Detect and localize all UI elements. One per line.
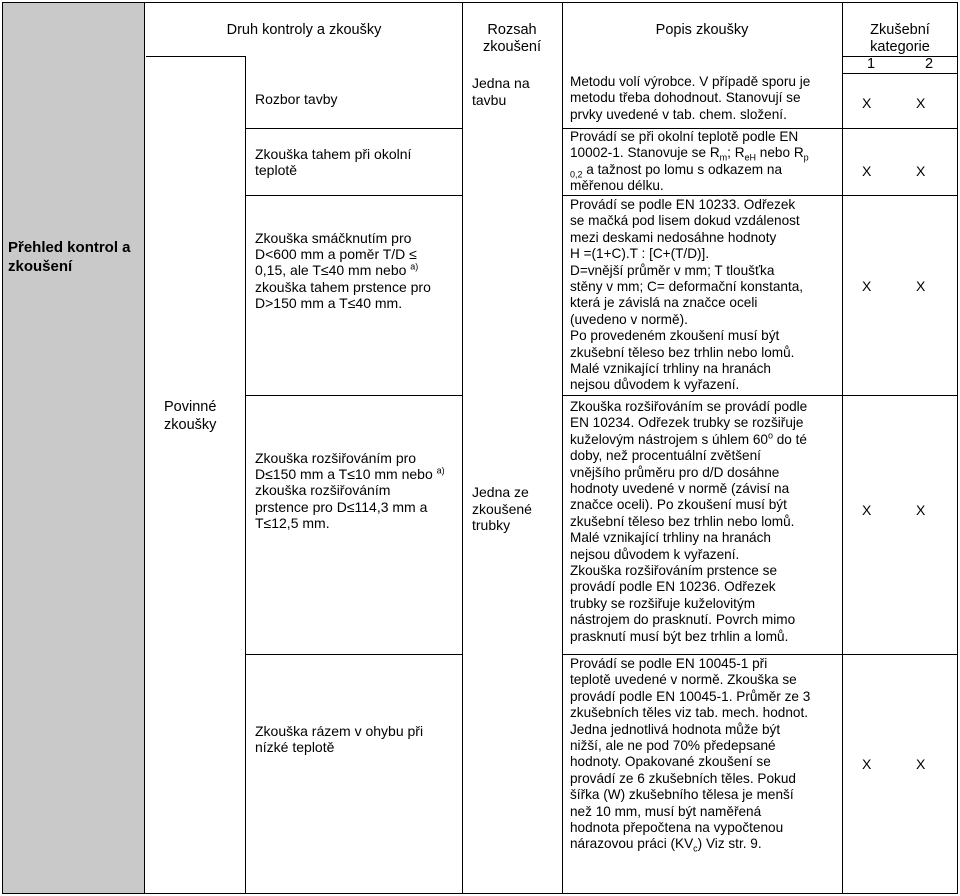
- row-line-4b: [562, 654, 958, 655]
- side-band: [2, 2, 145, 894]
- group-label: Povinné zkoušky: [164, 399, 217, 433]
- row-name-tah: Zkouška tahem při okolní teplotě: [255, 146, 412, 179]
- scope-trubka: Jedna ze zkoušené trubky: [472, 484, 532, 533]
- row-line-3a: [245, 395, 462, 396]
- col-line-group: [245, 56, 246, 894]
- cat1-mark-row1: X: [862, 95, 872, 111]
- cat1-mark-row2: X: [862, 163, 872, 179]
- header-cat-2: 2: [924, 56, 934, 72]
- row-line-2b: [562, 195, 958, 196]
- row-line-2a: [245, 195, 462, 196]
- side-label: Přehled kontrol a zkoušení: [8, 239, 131, 275]
- cat2-mark-row5: X: [916, 756, 926, 772]
- row-line-4a: [245, 654, 462, 655]
- row-name-rozbor-tavby: Rozbor tavby: [255, 91, 338, 107]
- cat1-mark-row5: X: [862, 756, 872, 772]
- header-kategorie: Zkušební kategorie: [870, 22, 930, 55]
- col-line-cat: [842, 2, 843, 894]
- row-name-raz: Zkouška rázem v ohybu při nízké teplotě: [255, 723, 424, 756]
- cat2-mark-row3: X: [916, 278, 926, 294]
- cat1-mark-row4: X: [862, 502, 872, 518]
- inspection-table: [145, 2, 958, 894]
- header-popis: Popis zkoušky: [655, 22, 749, 38]
- cat2-mark-row4: X: [916, 502, 926, 518]
- cat1-mark-row3: X: [862, 278, 872, 294]
- row-line-cat-numbers: [842, 73, 958, 74]
- header-cat-1: 1: [866, 56, 876, 72]
- row-desc-tah: Provádí se při okolní teplotě podle EN 10002-1. Stanovuje se $R_m$; $R_{eH}$ nebo $R_p$ $_{0,2}$ a tažnost po lomu s odkazem na měřenou délku.: [570, 129, 809, 194]
- header-rozsah: Rozsah zkoušení: [482, 22, 542, 55]
- header-druh: Druh kontroly a zkoušky: [226, 22, 382, 38]
- row-desc-rozbor: Metodu volí výrobce. V případě sporu je metodu třeba dohodnout. Stanovují se prvky uvedené v tab. chem. složení.: [570, 74, 811, 122]
- row-name-smacknuti: Zkouška smáčknutím pro D<600 mm a poměr T/D ≤ 0,15, ale T≤40 mm nebo $^{a)}$ zkouška tahem prstence pro D>150 mm a T≤40 mm.: [255, 230, 431, 311]
- row-desc-rozsirovani: Zkouška rozšiřováním se provádí podle EN 10234. Odřezek trubky se rozšiřuje kuželovým nástrojem s úhlem 60$^o$ do té doby, než procentuální zvětšení vnějšího průměru pro d/D dosáhne hodnoty uvedené v normě (závisí na značce oceli). Po zkoušení musí být zkušební těleso bez trhlin nebo lomů. Malé vznikající trhliny na hranách nejsou důvodem k vyřazení. Zkouška rozšiřováním prstence se provádí podle EN 10236. Odřezek trubky se rozšiřuje kuželovitým nástrojem do prasknutí. Povrch mimo prasknutí musí být bez trhlin a lomů.: [570, 399, 808, 644]
- row-line-1a: [245, 128, 462, 129]
- col-line-desc: [562, 2, 563, 894]
- row-desc-smacknuti: Provádí se podle EN 10233. Odřezek se mačká pod lisem dokud vzdálenost mezi deskami nedosáhne hodnoty H =(1+C).T : [C+(T/D)]. D=vnější průměr v mm; T tloušťka stěny v mm; C= deformační konstanta, která je závislá na značce oceli (uvedeno v normě). Po provedeném zkoušení musí být zkušební těleso bez trhlin nebo lomů. Malé vznikající trhliny na hranách nejsou důvodem k vyřazení.: [570, 197, 804, 393]
- row-line-3b: [562, 395, 958, 396]
- cat2-mark-row1: X: [916, 95, 926, 111]
- scope-tavba: Jedna na tavbu: [472, 75, 530, 108]
- cat2-mark-row2: X: [916, 163, 926, 179]
- col-line-scope: [462, 2, 463, 894]
- row-desc-raz: Provádí se podle EN 10045-1 při teplotě uvedené v normě. Zkouška se provádí podle EN 10045-1. Průměr ze 3 zkušebních těles viz tab. mech. hodnot. Jedna jednotlivá hodnota může být nižší, ale ne pod 70% předepsané hodnoty. Opakované zkoušení se provádí ze 6 zkušebních těles. Pokud šířka (W) zkušebního tělesa je menší než 10 mm, musí být naměřená hodnota přepočtena na vypočtenou nárazovou práci $(KV_c)$ Viz str. 9.: [570, 656, 811, 855]
- row-line-header-left: [146, 56, 245, 57]
- row-name-rozsirovani: Zkouška rozšiřováním pro D≤150 mm a T≤10 mm nebo $^{a)}$ zkouška rozšiřováním prstence pro D≤114,3 mm a T≤12,5 mm.: [255, 450, 445, 531]
